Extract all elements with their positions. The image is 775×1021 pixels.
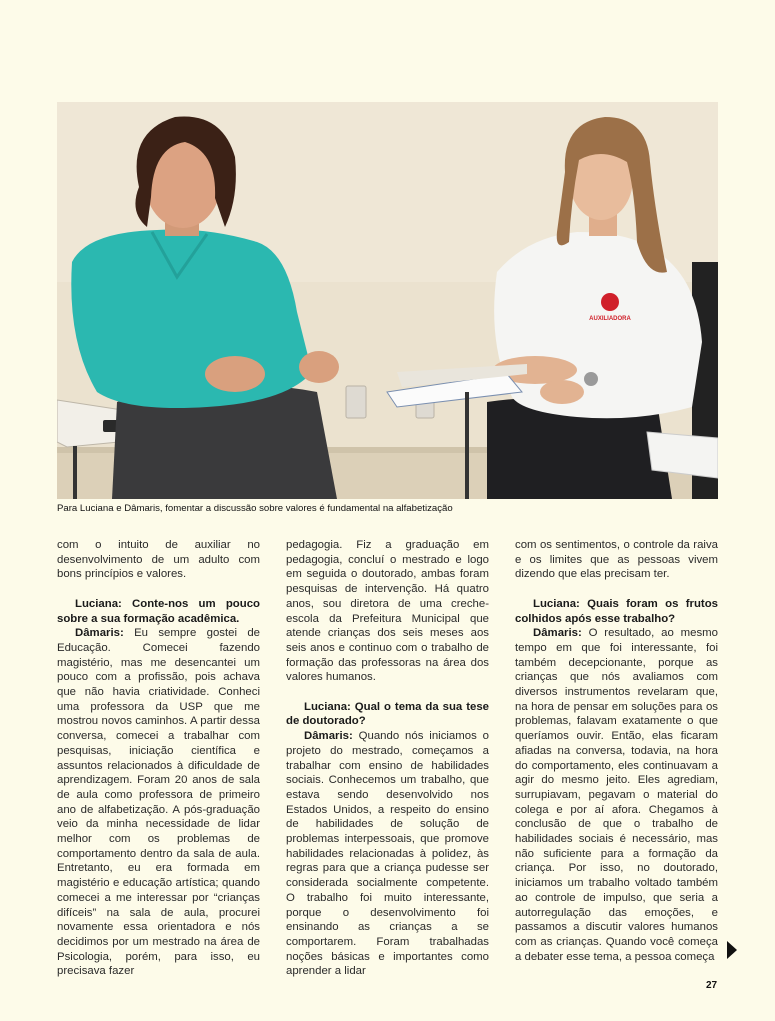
speaker-name: Dâmaris: <box>533 627 582 640</box>
speaker-name: Dâmaris: <box>75 627 124 640</box>
interview-photo-illustration <box>57 102 718 499</box>
interview-question: Luciana: Quais foram os frutos colhidos após esse trabalho? <box>515 597 718 625</box>
interview-question: Luciana: Conte-nos um pouco sobre a sua formação acadêmica. <box>57 597 260 625</box>
interview-answer <box>515 626 718 964</box>
article-column-3 <box>515 538 718 964</box>
article-column-1 <box>57 538 260 979</box>
photo-caption: Para Luciana e Dâmaris, fomentar a discussão sobre valores é fundamental na alfabetização <box>57 503 453 514</box>
shirt-logo-text: AUXILIADORA <box>589 316 631 322</box>
interview-answer <box>286 729 489 979</box>
continue-arrow-icon <box>727 941 737 959</box>
answer-text: O resultado, ao mesmo tempo em que foi interessante, foi também decepcionante, porque as crianças que nós avaliamos com diversos instrumentos revelaram que, na hora de pensar em soluções para os problemas, falavam exatamente o que queríamos ouvir. Então, elas ficaram afiadas na conversa, todavia, na hora do comportamento, eles continuavam a agir do mesmo jeito. Eles agrediam, surrupiavam, pegavam o material do colega e por aí afora. Chegamos à conclusão de que o trabalho de habilidades sociais é necessário, mas não suficiente para a formação da criança. Por isso, no doutorado, iniciamos um trabalho voltado também ao controle de impulso, que seria a autorregulação das emoções, e passamos a discutir valores humanos com as crianças. Quando você começa a debater esse tema, a pessoa começa <box>515 627 718 963</box>
paragraph: com o intuito de auxiliar no desenvolvimento de um adulto com bons princípios e valores. <box>57 539 260 581</box>
speaker-name: Dâmaris: <box>304 730 353 743</box>
article-column-2 <box>286 538 489 979</box>
page-number: 27 <box>706 980 718 991</box>
interview-photo <box>57 102 718 499</box>
paragraph: pedagogia. Fiz a graduação em pedagogia, concluí o mestrado e logo em seguida o doutorado, ambas foram pesquisas de intervenção. Há quatro anos, sou diretora de uma creche-escola da Prefeitura Municipal que atende crianças dos seis meses aos seis anos e continuo com o trabalho de formação das professoras na área dos valores humanos. <box>286 539 489 684</box>
interview-question: Luciana: Qual o tema da sua tese de doutorado? <box>286 700 489 728</box>
paragraph: com os sentimentos, o controle da raiva e os limites que as pessoas vivem dizendo que elas precisam ter. <box>515 539 718 581</box>
interview-answer <box>57 626 260 979</box>
answer-text: Eu sempre gostei de Educação. Comecei fazendo magistério, mas me desencantei um pouco com a profissão, pois achava que não havia criatividade. Conheci uma professora da USP que me mostrou novos caminhos. A partir dessa conversa, comecei a trabalhar com pesquisas, iniciação científica e assuntos relacionados à dificuldade de aprendizagem. Foram 20 anos de sala de aula como professora de primeiro ano de alfabetização. A pós-graduação veio da minha necessidade de lidar melhor com os problemas de comportamento dentro da sala de aula. Entretanto, eu era formada em magistério e educação artística; quando comecei a me interessar por “crianças difíceis” na sala de aula, procurei novamente essa orientadora e nós decidimos por um mestrado na área de Psicologia, porém, para isso, eu precisava fazer <box>57 627 260 978</box>
answer-text: Quando nós iniciamos o projeto do mestrado, começamos a trabalhar com ensino de habilidades sociais. Conhecemos um trabalho, que estava sendo desenvolvido nos Estados Unidos, a respeito do ensino de habilidades de solução de problemas interpessoais, que promove habilidades relacionadas à polidez, às regras para que a criança pudesse ser considerada socialmente competente. O trabalho foi muito interessante, porque o desenvolvimento foi ensinando as crianças a se comportarem. Foram trabalhadas noções básicas e importantes como aprender a lidar <box>286 730 489 978</box>
